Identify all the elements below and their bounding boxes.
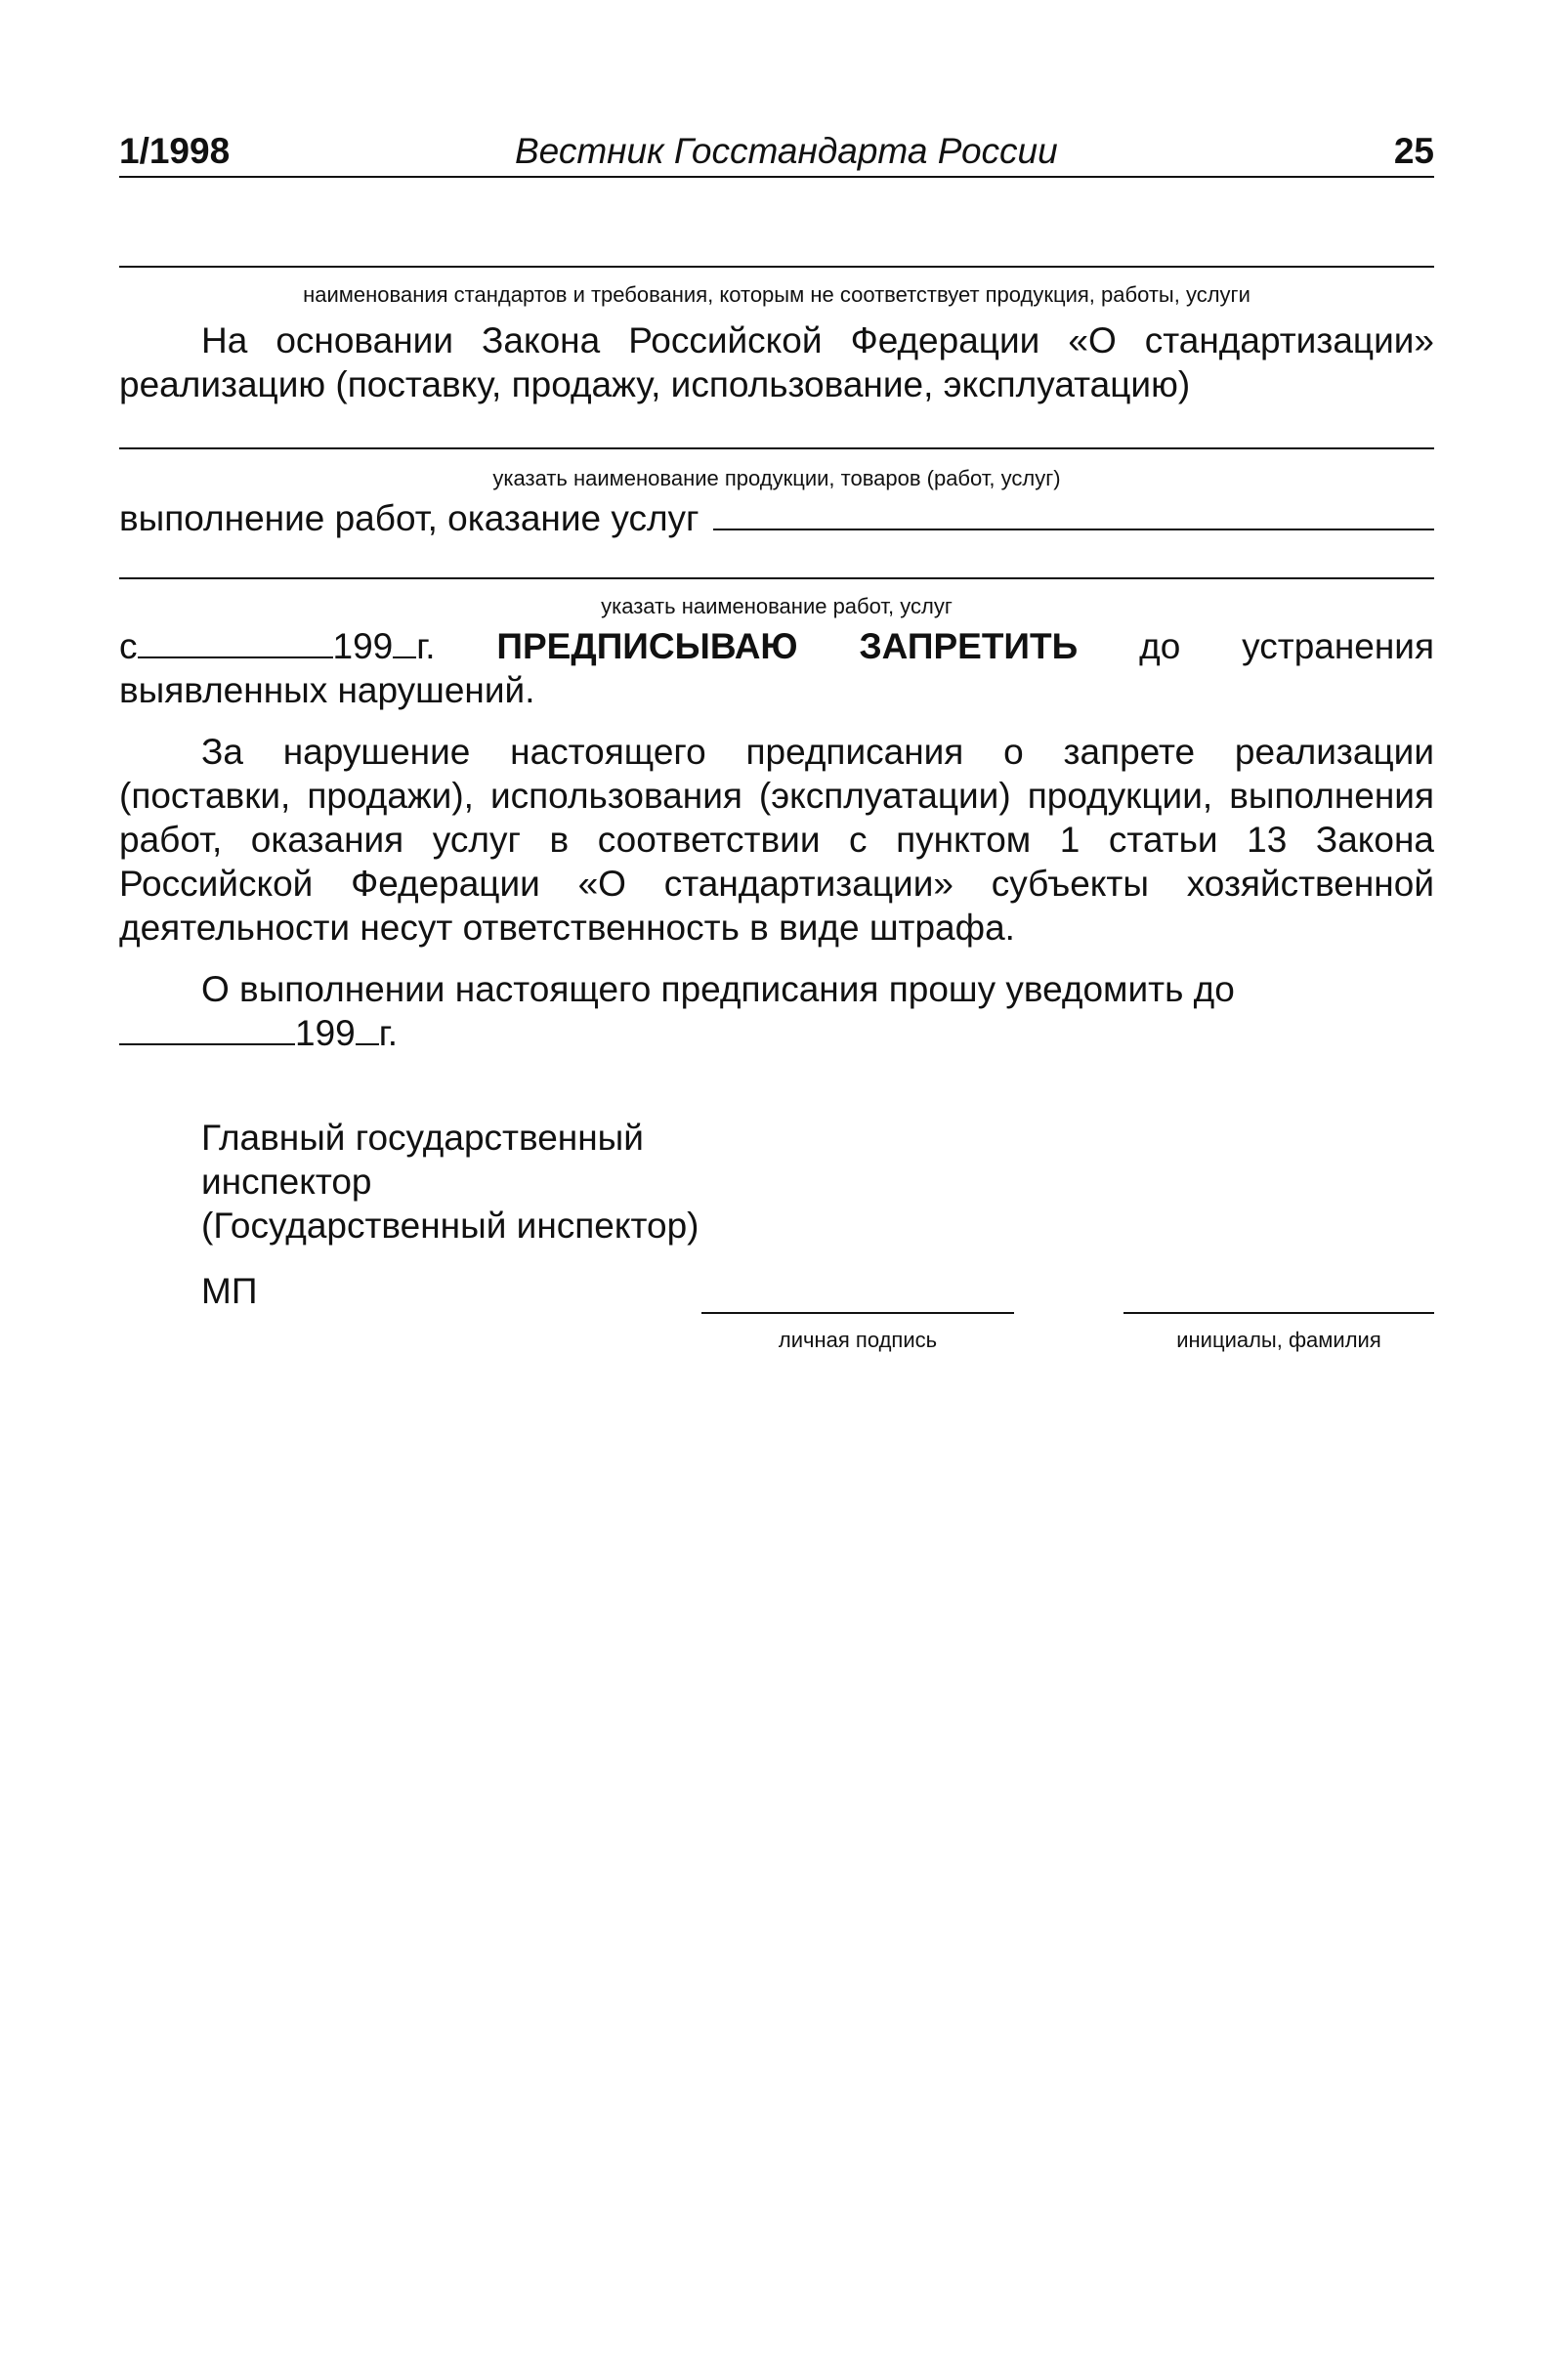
date-prefix: с [119, 626, 138, 666]
year-blank [393, 625, 416, 658]
notify-year-blank [356, 1012, 379, 1045]
signer-title-line2: инспектор [201, 1162, 372, 1202]
notify-year: 199 [295, 1013, 356, 1053]
stamp-label: МП [201, 1271, 258, 1311]
standards-fill-line [119, 266, 1434, 268]
running-header [119, 125, 1434, 178]
notify-suffix: г. [378, 1013, 398, 1053]
name-line [1123, 1312, 1434, 1314]
name-caption: инициалы, фамилия [1176, 1328, 1381, 1352]
notify-text: О выполнении настоящего предписания прошу уведомить до [201, 969, 1235, 1009]
order-rest: до устранения выявленных нарушений. [119, 626, 1435, 710]
signature-line [701, 1312, 1014, 1314]
works-fill-line [119, 577, 1434, 579]
products-fill-line [119, 447, 1434, 449]
works-blank-line [713, 497, 1434, 530]
date-blank [138, 625, 333, 658]
notify-date-blank [119, 1012, 295, 1045]
works-row [119, 496, 1434, 540]
issue-number: 1/1998 [119, 131, 231, 171]
liability-paragraph: За нарушение настоящего предписания о запрете реализации (поставки, продажи), использования (эксплуатации) продукции, выполнения работ, оказания услуг в соответствии с пунктом 1 статьи 13 Закона Российской Федерации «О стандартизации» субъекты хозяйственной деятельности несут ответственность в виде штрафа. [119, 732, 1434, 948]
page-number: 25 [1393, 131, 1434, 171]
works-label: выполнение работ, оказание услуг [119, 498, 699, 538]
signature-row [119, 1269, 1434, 1318]
signature-captions [119, 1318, 1434, 1357]
signer-title-line1: Главный государственный [201, 1118, 644, 1158]
journal-title: Вестник Госстандарта России [515, 131, 1058, 171]
signature-caption: личная подпись [778, 1328, 938, 1352]
signature-block [201, 1116, 1434, 1248]
notify-date-row [119, 1011, 1434, 1055]
year-text: 199 [332, 626, 394, 666]
order-phrase: ПРЕДПИСЫВАЮ ЗАПРЕТИТЬ [496, 626, 1079, 666]
basis-paragraph: На основании Закона Российской Федерации «О стандартизации» реализацию (поставку, продажу, использование, эксплуатацию) [119, 320, 1434, 404]
document-page [119, 125, 1434, 1357]
order-paragraph [119, 624, 1434, 712]
products-caption: указать наименование продукции, товаров (работ, услуг) [492, 466, 1061, 490]
works-caption: указать наименование работ, услуг [601, 594, 953, 618]
notify-paragraph [119, 967, 1434, 1011]
standards-caption: наименования стандартов и требования, которым не соответствует продукция, работы, услуги [303, 282, 1250, 307]
year-suffix: г. [416, 626, 436, 666]
signer-title-line3: (Государственный инспектор) [201, 1206, 699, 1246]
